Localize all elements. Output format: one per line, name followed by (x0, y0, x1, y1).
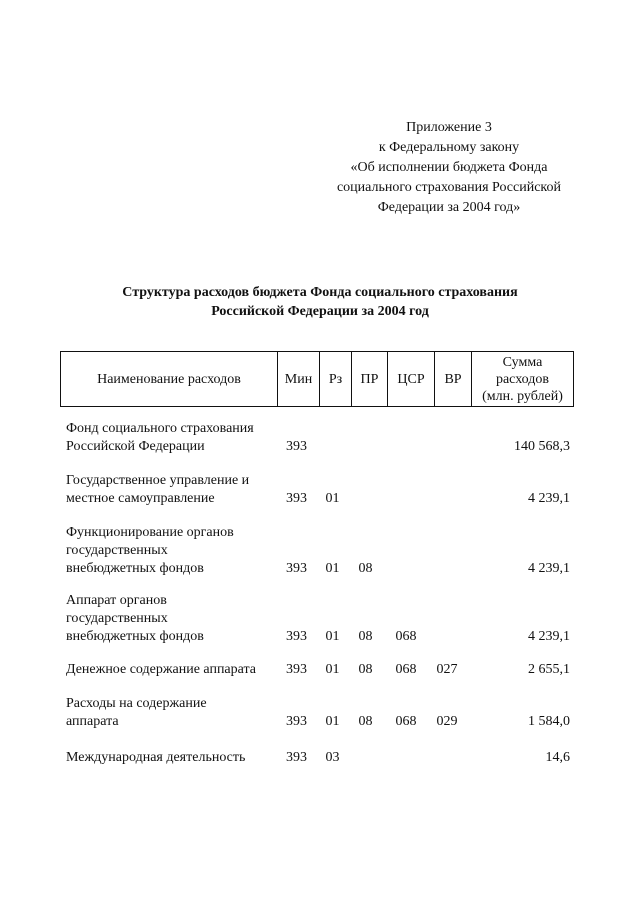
row-csr: 068 (395, 714, 417, 729)
row-name-line: Аппарат органов (66, 593, 167, 608)
row-name-line: внебюджетных фондов (66, 561, 204, 576)
table-row (60, 518, 576, 578)
row-pr: 08 (358, 561, 373, 576)
row-pr: 08 (358, 714, 373, 729)
row-name-line: аппарата (66, 714, 119, 729)
row-sum: 1 584,0 (528, 714, 570, 729)
header-pr: ПР (352, 352, 388, 407)
row-min: 393 (286, 491, 307, 506)
row-pr: 08 (358, 629, 373, 644)
appendix-reference (320, 118, 578, 218)
document-title-line: Российской Федерации за 2004 год (211, 304, 429, 319)
row-min: 393 (286, 561, 307, 576)
header-vr: ВР (435, 352, 472, 407)
row-sum: 4 239,1 (528, 491, 570, 506)
row-min: 393 (286, 629, 307, 644)
row-sum: 140 568,3 (514, 439, 570, 454)
row-name (66, 749, 276, 767)
row-sum: 2 655,1 (528, 662, 570, 677)
document-title-line: Структура расходов бюджета Фонда социального страхования (122, 285, 518, 300)
appendix-line: Федерации за 2004 год» (377, 200, 521, 215)
row-rz: 01 (325, 491, 340, 506)
header-sum-line: расходов (495, 371, 550, 387)
table-row (60, 396, 576, 456)
row-name-line: Функционирование органов (66, 525, 234, 540)
row-name (66, 524, 276, 578)
header-csr: ЦСР (388, 352, 435, 407)
row-csr: 068 (395, 662, 417, 677)
row-name-line: Фонд социального страхования (66, 421, 254, 436)
row-min: 393 (286, 439, 307, 454)
table-row (60, 448, 576, 508)
row-name-line: Международная деятельность (66, 750, 246, 765)
row-rz: 01 (325, 662, 340, 677)
row-name-line: государственных (66, 611, 168, 626)
header-rz: Рз (320, 352, 352, 407)
table-row (60, 707, 576, 767)
header-min: Мин (278, 352, 320, 407)
row-name-line: Российской Федерации (66, 439, 205, 454)
appendix-line: социального страхования Российской (336, 180, 562, 195)
table-row (60, 619, 576, 679)
row-vr: 027 (436, 662, 458, 677)
row-name-line: внебюджетных фондов (66, 629, 204, 644)
row-sum: 4 239,1 (528, 629, 570, 644)
row-rz: 01 (325, 714, 340, 729)
header-sum-line: Сумма (502, 354, 543, 370)
row-sum: 14,6 (545, 750, 570, 765)
header-name: Наименование расходов (61, 352, 278, 407)
row-min: 393 (286, 750, 307, 765)
row-name-line: Расходы на содержание (66, 696, 207, 711)
row-name-line: Денежное содержание аппарата (66, 662, 257, 677)
row-name-line: государственных (66, 543, 168, 558)
header-sum-line: (млн. рублей) (482, 388, 563, 404)
row-pr: 08 (358, 662, 373, 677)
appendix-line: «Об исполнении бюджета Фонда (350, 160, 548, 175)
row-rz: 01 (325, 629, 340, 644)
row-vr: 029 (436, 714, 458, 729)
document-title (40, 283, 600, 321)
row-name-line: Государственное управление и (66, 473, 250, 488)
row-name (66, 472, 276, 508)
row-min: 393 (286, 662, 307, 677)
row-min: 393 (286, 714, 307, 729)
appendix-line: Приложение 3 (406, 120, 492, 135)
row-rz: 01 (325, 561, 340, 576)
row-name-line: местное самоуправление (66, 491, 215, 506)
row-rz: 03 (325, 750, 340, 765)
row-sum: 4 239,1 (528, 561, 570, 576)
row-csr: 068 (395, 629, 417, 644)
appendix-line: к Федеральному закону (378, 140, 520, 155)
